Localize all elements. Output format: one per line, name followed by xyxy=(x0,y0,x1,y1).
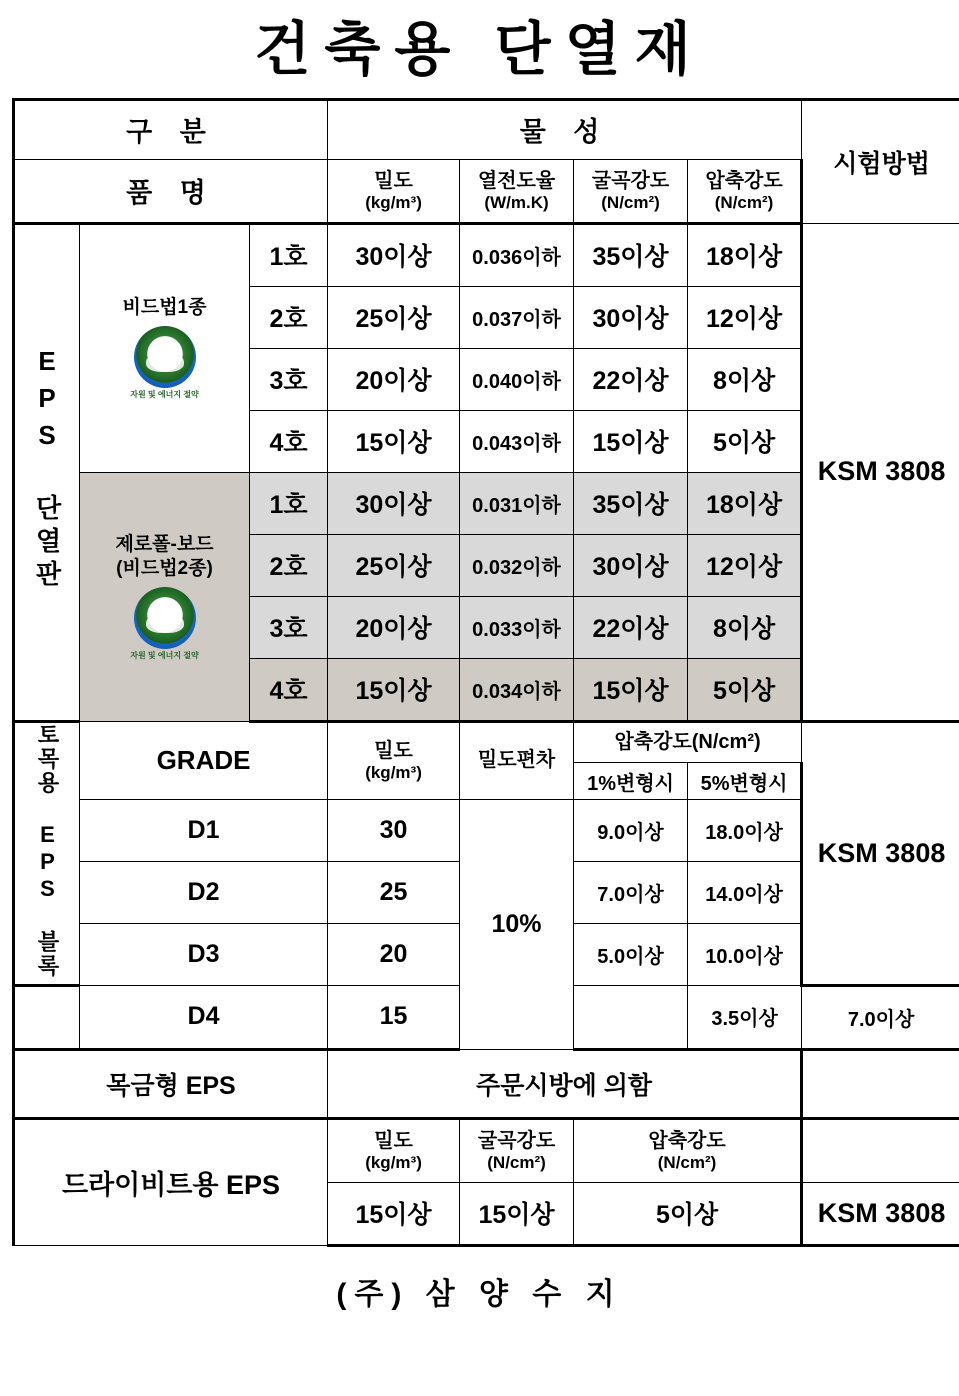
row-label-eps-panel: EPS 단열판 xyxy=(14,223,80,721)
table-cell-strain5: 18.0이상 xyxy=(688,799,802,861)
table-cell-grade: D3 xyxy=(80,923,328,985)
product-group-zeropol: 제로폴-보드 (비드법2종) 자원 및 에너지 절약 xyxy=(80,472,250,721)
table-cell-compressive: 18이상 xyxy=(688,223,802,286)
mold-eps-name: 목금형 EPS xyxy=(14,1049,328,1118)
table-cell-flexural: 30이상 xyxy=(574,286,688,348)
block-grade-header: GRADE xyxy=(80,721,328,799)
mold-eps-method-empty xyxy=(802,1049,959,1118)
table-cell-grade: 4호 xyxy=(250,658,328,721)
table-cell-strain1: 5.0이상 xyxy=(574,923,688,985)
table-cell-flexural: 30이상 xyxy=(574,534,688,596)
table-cell-flexural: 35이상 xyxy=(574,223,688,286)
table-cell-density: 15이상 xyxy=(328,410,460,472)
table-cell-strain1: 3.5이상 xyxy=(688,985,802,1049)
table-cell-conductivity: 0.037이하 xyxy=(460,286,574,348)
dryvit-col-density: 밀도 (kg/m³) xyxy=(328,1118,460,1182)
dryvit-col-flexural: 굴곡강도 (N/cm²) xyxy=(460,1118,574,1182)
row-label-civil-eps-block-spacer xyxy=(14,985,80,1049)
table-cell-compressive: 5이상 xyxy=(688,658,802,721)
table-cell-compressive: 8이상 xyxy=(688,596,802,658)
table-cell-deviation: 10% xyxy=(460,799,574,1049)
header-col-flexural-label: 굴곡강도 xyxy=(591,169,670,192)
table-cell-grade: 1호 xyxy=(250,223,328,286)
header-col-conductivity-label: 열전도율 xyxy=(477,169,556,192)
block-deviation-header: 밀도편차 xyxy=(460,721,574,799)
header-test-method: 시험방법 xyxy=(802,99,959,223)
table-cell-grade: 3호 xyxy=(250,348,328,410)
table-cell-grade: 2호 xyxy=(250,286,328,348)
table-cell-conductivity: 0.040이하 xyxy=(460,348,574,410)
table-cell-density: 30이상 xyxy=(328,472,460,534)
page-title: 건축용 단열재 xyxy=(254,17,705,82)
dryvit-eps-name: 드라이비트용 EPS xyxy=(14,1118,328,1245)
header-col-conductivity xyxy=(460,159,574,223)
header-product-name: 품 명 xyxy=(14,159,328,223)
table-cell-conductivity: 0.031이하 xyxy=(460,472,574,534)
table-cell-grade: 4호 xyxy=(250,410,328,472)
table-cell-strain5: 7.0이상 xyxy=(802,985,959,1049)
eco-certification-logo xyxy=(134,587,196,649)
table-cell-density: 20 xyxy=(328,923,460,985)
table-cell-strain1: 9.0이상 xyxy=(574,799,688,861)
header-col-flexural xyxy=(574,159,688,223)
table-cell-flexural: 35이상 xyxy=(574,472,688,534)
table-cell-density: 25이상 xyxy=(328,286,460,348)
header-category: 구 분 xyxy=(14,99,328,159)
table-cell-density: 20이상 xyxy=(328,596,460,658)
mold-eps-note: 주문시방에 의함 xyxy=(328,1049,802,1118)
table-cell-compressive: 12이상 xyxy=(688,286,802,348)
table-cell-flexural: 22이상 xyxy=(574,348,688,410)
table-cell-grade: 3호 xyxy=(250,596,328,658)
document-page xyxy=(0,18,959,1396)
test-method-eps: KSM 3808 xyxy=(802,223,959,721)
table-cell-compressive: 5이상 xyxy=(688,410,802,472)
company-name: (주) 삼 양 수 지 xyxy=(336,1277,623,1311)
block-strain-5-header: 5%변형시 xyxy=(688,763,802,799)
header-col-compressive-unit: (N/cm²) xyxy=(714,192,774,212)
header-col-density-label: 밀도 xyxy=(374,169,413,192)
table-cell-conductivity: 0.036이하 xyxy=(460,223,574,286)
product-group-bead1: 비드법1종 자원 및 에너지 절약 xyxy=(80,223,250,472)
test-method-dryvit: KSM 3808 xyxy=(802,1182,959,1245)
table-cell-strain1: 7.0이상 xyxy=(574,861,688,923)
spec-table xyxy=(12,98,959,1247)
table-cell-compressive: 12이상 xyxy=(688,534,802,596)
row-label-civil-eps-block: 토목용 EPS 블록 xyxy=(14,721,80,985)
table-cell-compressive: 18이상 xyxy=(688,472,802,534)
table-cell-compressive: 8이상 xyxy=(688,348,802,410)
table-cell-conductivity: 0.034이하 xyxy=(460,658,574,721)
dryvit-col-compressive: 압축강도 (N/cm²) xyxy=(574,1118,802,1182)
eco-certification-logo xyxy=(134,326,196,388)
table-cell-strain5: 14.0이상 xyxy=(688,861,802,923)
table-cell-density: 15 xyxy=(328,985,460,1049)
header-col-density xyxy=(328,159,460,223)
table-cell-conductivity: 0.043이하 xyxy=(460,410,574,472)
table-cell-density: 25 xyxy=(328,861,460,923)
table-cell-density: 15이상 xyxy=(328,658,460,721)
table-cell-flexural: 15이상 xyxy=(574,410,688,472)
header-properties: 물 성 xyxy=(328,99,802,159)
table-cell-density: 20이상 xyxy=(328,348,460,410)
table-cell-flexural: 22이상 xyxy=(574,596,688,658)
header-col-flexural-unit: (N/cm²) xyxy=(601,192,660,212)
table-cell-density: 30이상 xyxy=(328,223,460,286)
dryvit-method-empty xyxy=(802,1118,959,1182)
block-density-header: 밀도 (kg/m³) xyxy=(328,721,460,799)
header-col-compressive-label: 압축강도 xyxy=(705,169,783,192)
table-cell-strain5: 10.0이상 xyxy=(688,923,802,985)
table-cell-grade: 2호 xyxy=(250,534,328,596)
header-col-density-unit: (kg/m³) xyxy=(365,192,422,212)
test-method-block: KSM 3808 xyxy=(802,721,959,985)
header-col-conductivity-unit: (W/m.K) xyxy=(484,192,549,212)
header-col-compressive xyxy=(688,159,802,223)
table-cell-density: 30 xyxy=(328,799,460,861)
block-strain-1-header: 1%변형시 xyxy=(574,763,688,799)
table-cell-grade: 1호 xyxy=(250,472,328,534)
block-compressive-header: 압축강도(N/cm²) xyxy=(574,721,802,763)
table-cell-flexural: 15이상 xyxy=(574,658,688,721)
table-cell-conductivity: 0.033이하 xyxy=(460,596,574,658)
table-cell-grade: D1 xyxy=(80,799,328,861)
table-cell-conductivity: 0.032이하 xyxy=(460,534,574,596)
table-cell-deviation-empty xyxy=(574,985,688,1049)
dryvit-value-density: 15이상 xyxy=(328,1182,460,1245)
table-cell-grade: D2 xyxy=(80,861,328,923)
table-cell-grade: D4 xyxy=(80,985,328,1049)
dryvit-value-compressive: 5이상 xyxy=(574,1182,802,1245)
table-cell-density: 25이상 xyxy=(328,534,460,596)
dryvit-value-flexural: 15이상 xyxy=(460,1182,574,1245)
